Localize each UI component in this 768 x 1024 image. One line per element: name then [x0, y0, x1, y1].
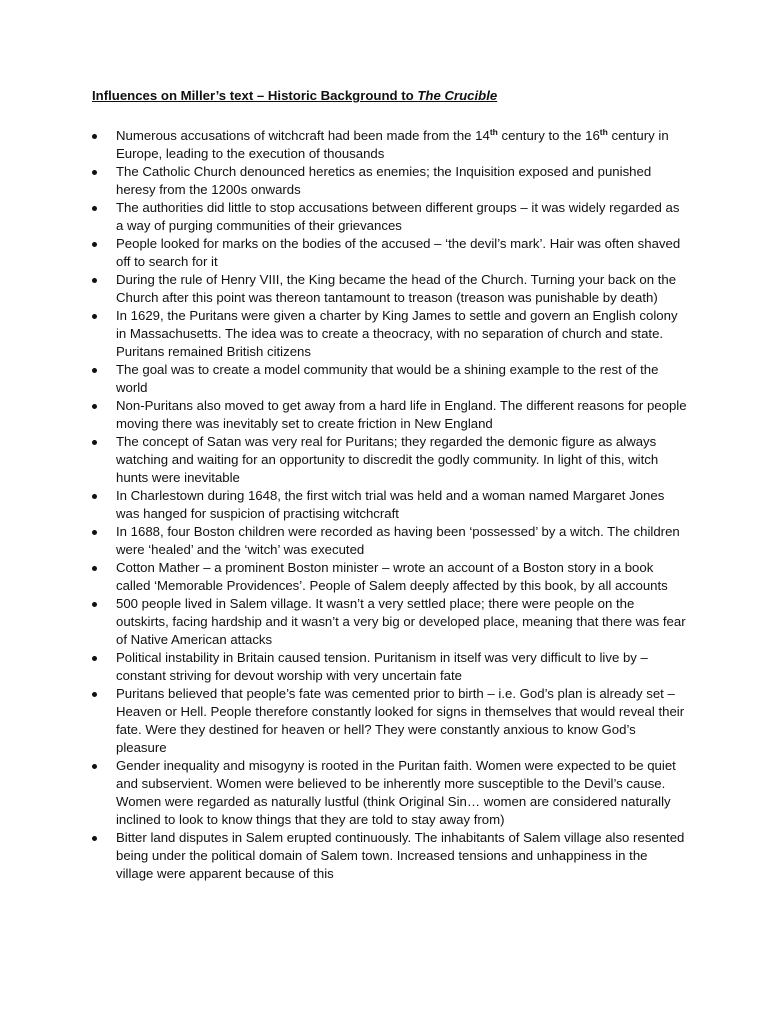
- list-item-text: Puritans believed that people’s fate was cemented prior to birth – i.e. God’s plan is already set – Heaven or Hell. People therefore constantly looked for signs in themselves that would reveal their fate. Were they destined for heaven or hell? They were constantly anxious to know God’s pleasure: [116, 686, 685, 755]
- list-item-text: Political instability in Britain caused tension. Puritanism in itself was very difficult to live by – constant striving for devout worship with very uncertain fate: [116, 650, 648, 683]
- bullet-icon: [92, 206, 97, 211]
- list-item-text: Gender inequality and misogyny is rooted in the Puritan faith. Women were expected to be quiet and subservient. Women were believed to be inherently more susceptible to the Devil’s cause. Women were regarded as naturally lustful (think Original Sin… women are considered naturally inclined to look to know things that they are told to stay away from): [116, 758, 676, 827]
- bullet-icon: [92, 602, 97, 607]
- list-item-text: People looked for marks on the bodies of the accused – ‘the devil’s mark’. Hair was often shaved off to search for it: [116, 236, 681, 269]
- list-item-text: The goal was to create a model community that would be a shining example to the rest of the world: [116, 362, 659, 395]
- list-item-text: Bitter land disputes in Salem erupted continuously. The inhabitants of Salem village also resented being under the political domain of Salem town. Increased tensions and unhappiness in the village were apparent because of this: [116, 830, 685, 881]
- list-item: [92, 559, 688, 595]
- list-item: [92, 199, 688, 235]
- bullet-icon: [92, 836, 97, 841]
- bullet-icon: [92, 170, 97, 175]
- list-item: [92, 595, 688, 649]
- heading-italic-title: The Crucible: [417, 88, 498, 103]
- bullet-icon: [92, 242, 97, 247]
- list-item-text: The Catholic Church denounced heretics as enemies; the Inquisition exposed and punished heresy from the 1200s onwards: [116, 164, 652, 197]
- list-item-text: During the rule of Henry VIII, the King became the head of the Church. Turning your back on the Church after this point was thereon tantamount to treason (treason was punishable by death): [116, 272, 677, 305]
- superscript: th: [489, 127, 498, 137]
- list-item: [92, 433, 688, 487]
- bullet-icon: [92, 314, 97, 319]
- bullet-icon: [92, 404, 97, 409]
- heading-main-text: Influences on Miller’s text – Historic Background to: [92, 88, 418, 103]
- list-item: [92, 235, 688, 271]
- list-item: [92, 829, 688, 883]
- bullet-icon: [92, 764, 97, 769]
- bullet-icon: [92, 566, 97, 571]
- list-item: [92, 271, 688, 307]
- bullet-icon: [92, 368, 97, 373]
- text-segment: Numerous accusations of witchcraft had been made from the 14: [116, 128, 490, 143]
- superscript: th: [599, 127, 608, 137]
- list-item: [92, 127, 688, 163]
- list-item: [92, 361, 688, 397]
- list-item-text: In 1629, the Puritans were given a charter by King James to settle and govern an English colony in Massachusetts. The idea was to create a theocracy, with no separation of church and state. Puritans remained British citizens: [116, 308, 678, 359]
- list-item-text: In 1688, four Boston children were recorded as having been ‘possessed’ by a witch. The children were ‘healed’ and the ‘witch’ was executed: [116, 524, 680, 557]
- list-item: [92, 487, 688, 523]
- list-item-text: 500 people lived in Salem village. It wasn’t a very settled place; there were people on the outskirts, facing hardship and it wasn’t a very big or developed place, meaning that there was fear of Native American attacks: [116, 596, 686, 647]
- list-item-text: The authorities did little to stop accusations between different groups – it was widely regarded as a way of purging communities of their grievances: [116, 200, 680, 233]
- list-item: [92, 523, 688, 559]
- list-item-text: The concept of Satan was very real for Puritans; they regarded the demonic figure as always watching and waiting for an opportunity to discredit the godly community. In light of this, witch hunts were inevitable: [116, 434, 659, 485]
- list-item-text: [116, 128, 669, 161]
- bullet-icon: [92, 134, 97, 139]
- list-item: [92, 649, 688, 685]
- document-heading: [92, 87, 688, 105]
- list-item-text: In Charlestown during 1648, the first witch trial was held and a woman named Margaret Jones was hanged for suspicion of practising witchcraft: [116, 488, 665, 521]
- bullet-icon: [92, 494, 97, 499]
- bullet-icon: [92, 278, 97, 283]
- bullet-icon: [92, 656, 97, 661]
- list-item-text: Non-Puritans also moved to get away from a hard life in England. The different reasons for people moving there was inevitably set to create friction in New England: [116, 398, 687, 431]
- bullet-icon: [92, 530, 97, 535]
- list-item: [92, 397, 688, 433]
- list-item: [92, 685, 688, 757]
- bullet-list: [92, 127, 688, 883]
- list-item: [92, 163, 688, 199]
- list-item: [92, 757, 688, 829]
- bullet-icon: [92, 440, 97, 445]
- list-item-text: Cotton Mather – a prominent Boston minister – wrote an account of a Boston story in a book called ‘Memorable Providences’. People of Salem deeply affected by this book, by all accounts: [116, 560, 668, 593]
- text-segment: century to the 16: [497, 128, 600, 143]
- list-item: [92, 307, 688, 361]
- text-segment: century in Europe, leading to the execution of thousands: [116, 128, 669, 161]
- bullet-icon: [92, 692, 97, 697]
